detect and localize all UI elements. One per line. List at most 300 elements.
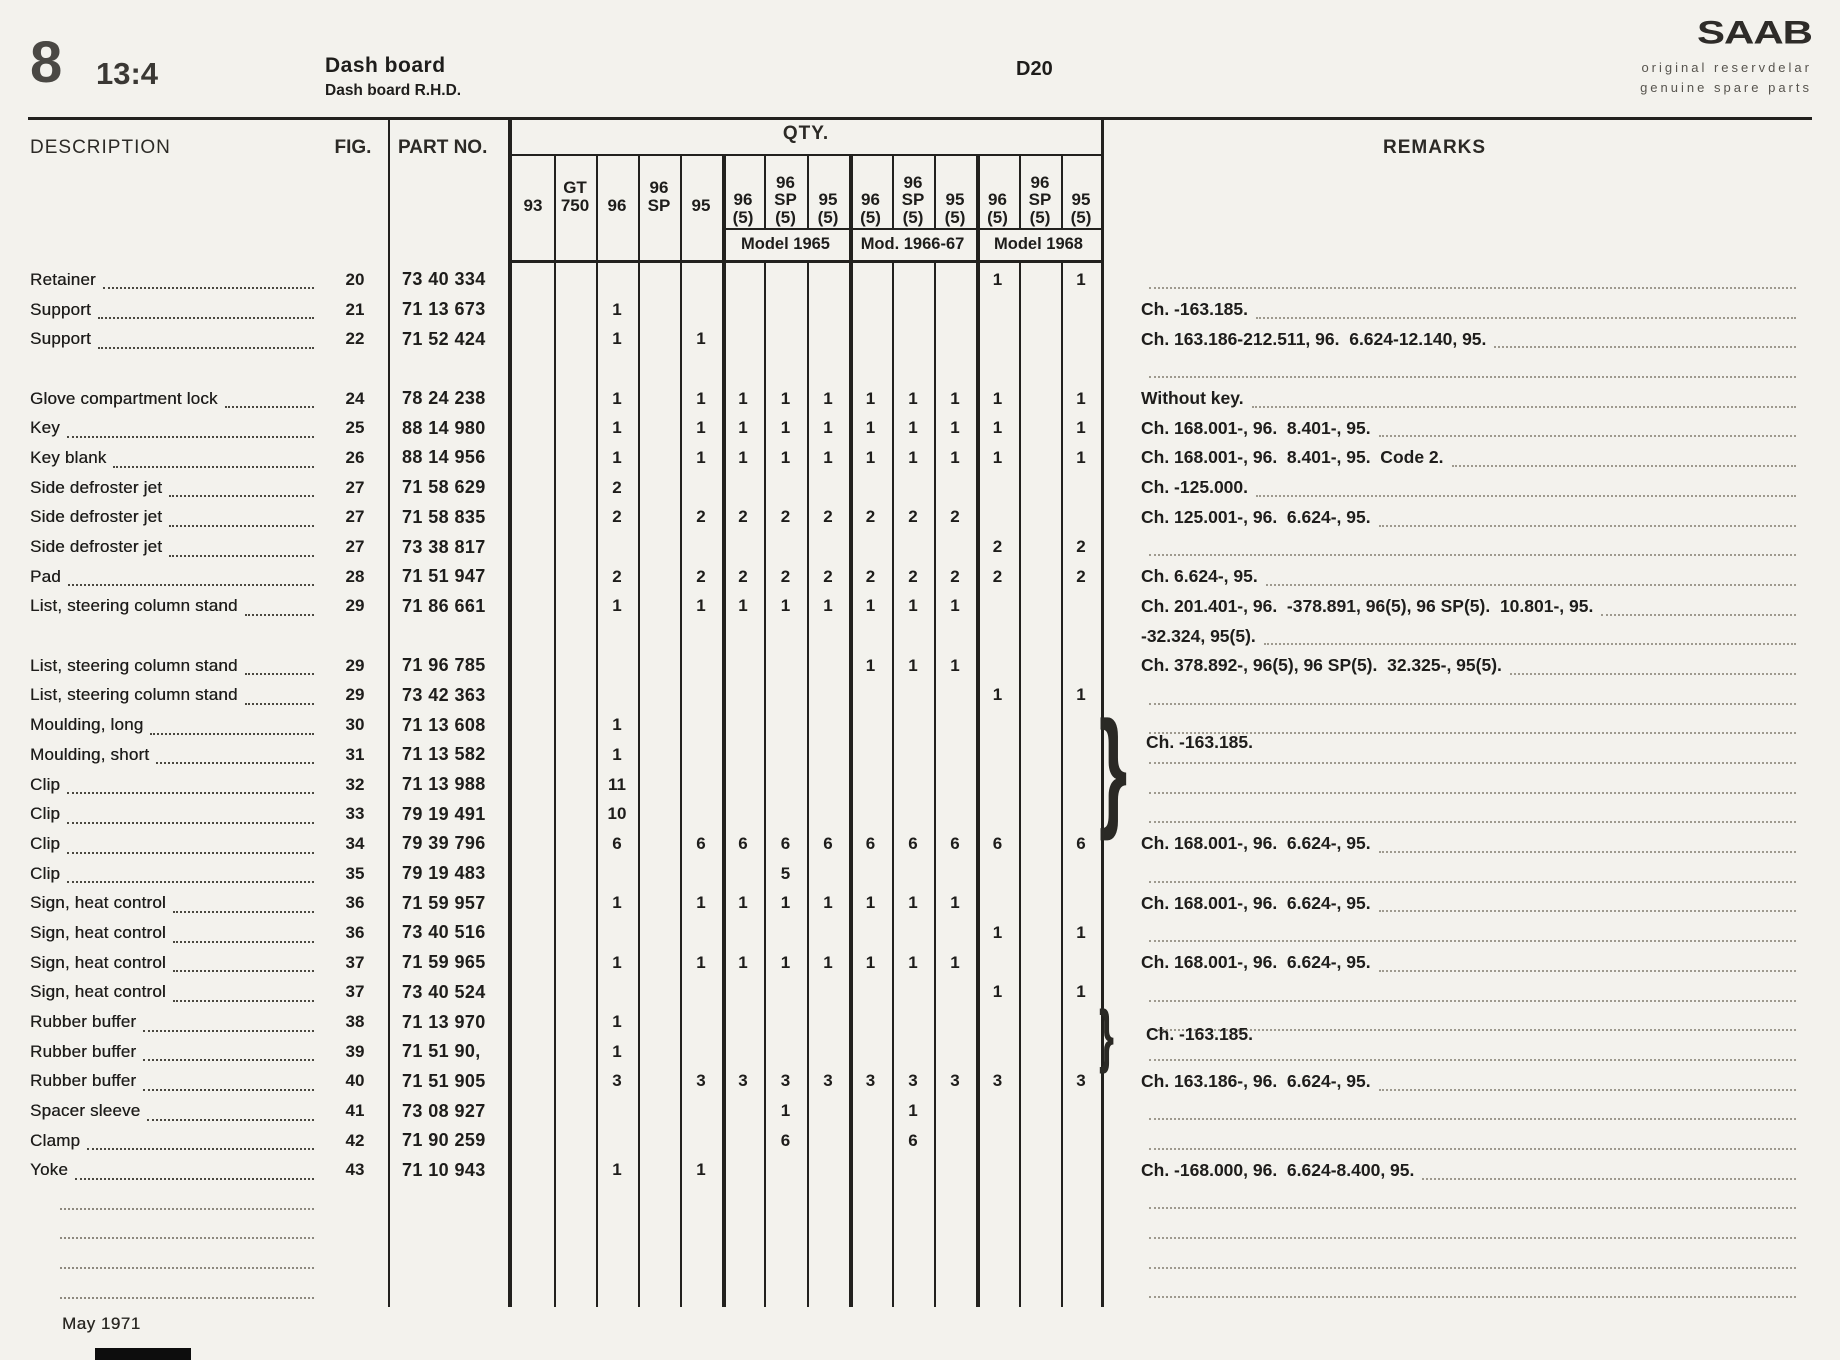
qty-cell: 1 (738, 596, 748, 616)
remarks-dotted-line (1266, 568, 1796, 586)
qty-cell: 1 (1076, 922, 1086, 942)
table-row (30, 1067, 1810, 1097)
table-vline (388, 118, 390, 1307)
part-no-cell: 71 90 259 (402, 1130, 486, 1151)
remarks-dotted-line (1494, 330, 1796, 348)
qty-cell: 1 (992, 922, 1003, 942)
dotted-leader (169, 508, 314, 527)
qty-cell: 1 (612, 952, 622, 972)
dotted-leader (173, 894, 314, 913)
qty-cell: 11 (608, 774, 626, 794)
remarks-dotted-line (1149, 360, 1796, 378)
qty-cell: 1 (908, 952, 918, 972)
fig-cell: 21 (345, 299, 365, 319)
fig-cell: 27 (345, 537, 365, 557)
part-no-cell: 71 86 661 (402, 595, 486, 616)
table-row (30, 1007, 1810, 1037)
dotted-leader (103, 270, 314, 289)
table-row (30, 740, 1810, 770)
part-no-cell: 71 13 673 (402, 299, 486, 320)
description-cell: Support (30, 324, 322, 354)
fig-cell: 43 (345, 1160, 365, 1180)
model-group-label: Model 1968 (994, 234, 1083, 253)
qty-cell: 1 (696, 952, 706, 972)
qty-cell: 1 (950, 893, 960, 913)
dotted-leader (225, 389, 314, 408)
qty-cell: 2 (780, 566, 791, 586)
part-no-cell: 73 38 817 (402, 536, 486, 557)
fig-cell: 27 (345, 507, 365, 527)
page-title: Dash board (325, 54, 446, 77)
qty-cell: 1 (823, 952, 833, 972)
qty-cell: 2 (612, 507, 622, 527)
part-no-cell: 71 13 582 (402, 744, 486, 765)
description-cell (30, 1185, 322, 1215)
table-row (30, 413, 1810, 443)
table-row (30, 1126, 1810, 1156)
part-no-cell: 71 10 943 (402, 1159, 486, 1180)
dotted-leader (68, 567, 314, 586)
remarks-dotted-line (1149, 1102, 1796, 1120)
part-no-cell: 73 40 516 (402, 922, 486, 943)
dotted-leader (60, 1280, 314, 1299)
table-vline (807, 262, 809, 1307)
table-vline (976, 156, 980, 1307)
qty-cell: 1 (908, 447, 918, 467)
qty-cell: 3 (950, 1071, 960, 1091)
remarks-dotted-line (1256, 300, 1796, 318)
qty-cell: 3 (1076, 1071, 1086, 1091)
remarks-cell: Ch. -163.185. (1105, 295, 1800, 325)
fig-cell: 26 (345, 447, 365, 467)
qty-cell: 1 (908, 893, 918, 913)
qty-cell: 1 (780, 596, 791, 616)
fig-cell: 37 (345, 952, 365, 972)
fig-cell: 29 (345, 655, 365, 675)
remarks-dotted-line (1264, 627, 1796, 645)
fig-cell: 40 (345, 1071, 365, 1091)
fig-cell: 32 (345, 774, 365, 794)
qty-cell: 1 (1076, 447, 1086, 467)
qty-cell: 1 (865, 655, 876, 675)
part-no-cell: 71 52 424 (402, 328, 486, 349)
description-cell: Side defroster jet (30, 473, 322, 503)
qty-col-header: 93 (523, 195, 543, 215)
table-vline (807, 156, 809, 228)
qty-cell: 1 (865, 596, 876, 616)
fig-cell: 34 (345, 833, 365, 853)
qty-cell: 1 (738, 952, 748, 972)
table-row (30, 1245, 1810, 1275)
logo-subline-2: genuine spare parts (1640, 80, 1812, 95)
qty-cell: 2 (612, 477, 622, 497)
qty-cell: 1 (612, 1041, 622, 1061)
description-cell: Sign, heat control (30, 948, 322, 978)
qty-cell: 2 (738, 507, 748, 527)
fig-cell: 41 (345, 1101, 365, 1121)
remarks-cell (1105, 1126, 1800, 1156)
dotted-leader (147, 1101, 314, 1120)
qty-cell: 6 (780, 833, 791, 853)
section-number: 8 (30, 30, 63, 95)
qty-cell: 1 (823, 893, 833, 913)
part-no-cell: 71 13 988 (402, 774, 486, 795)
part-no-cell: 73 08 927 (402, 1100, 486, 1121)
qty-cell: 2 (1076, 566, 1086, 586)
remarks-cell: Ch. 378.892-, 96(5), 96 SP(5). 32.325-, 95(5). (1105, 651, 1800, 681)
model-group-label: Model 1965 (741, 234, 830, 253)
description-cell: Clip (30, 829, 322, 859)
qty-cell: 1 (612, 1012, 622, 1032)
qty-cell: 1 (1076, 418, 1086, 438)
dotted-leader (87, 1131, 314, 1150)
qty-cell: 6 (865, 833, 876, 853)
qty-cell: 1 (696, 388, 706, 408)
remarks-cell (1105, 681, 1800, 711)
remark-brace-rubber-buffers-label: Ch. -163.185. (1146, 1024, 1253, 1044)
remark-brace-rubber-buffers (1099, 1004, 1114, 1066)
qty-cell: 1 (696, 893, 706, 913)
qty-cell: 1 (908, 388, 918, 408)
qty-cell: 6 (992, 833, 1003, 853)
dotted-leader (143, 1072, 314, 1091)
qty-cell: 10 (607, 804, 627, 824)
description-cell: Sign, heat control (30, 978, 322, 1008)
remarks-dotted-line (1149, 1280, 1796, 1298)
qty-cell: 6 (1076, 833, 1086, 853)
remarks-cell (1105, 265, 1800, 295)
qty-cell: 1 (696, 596, 706, 616)
description-cell: Clamp (30, 1126, 322, 1156)
qty-cell: 6 (738, 833, 748, 853)
table-row (30, 592, 1810, 622)
table-row (30, 532, 1810, 562)
remarks-dotted-line (1149, 1043, 1796, 1061)
table-row (30, 503, 1810, 533)
remarks-dotted-line (1149, 864, 1796, 882)
remarks-dotted-line (1149, 1191, 1796, 1209)
table-vline (934, 262, 936, 1307)
qty-cell: 6 (780, 1130, 791, 1150)
dotted-leader (169, 478, 314, 497)
fig-cell: 20 (345, 269, 365, 289)
table-row (30, 829, 1810, 859)
qty-cell: 2 (908, 566, 918, 586)
footer-date: May 1971 (62, 1314, 141, 1333)
remarks-cell: Ch. 168.001-, 96. 8.401-, 95. (1105, 413, 1800, 443)
qty-cell: 1 (612, 893, 622, 913)
table-row (30, 1096, 1810, 1126)
description-cell: Moulding, short (30, 740, 322, 770)
description-cell: Clip (30, 799, 322, 829)
qty-cell: 1 (950, 418, 960, 438)
table-vline (1019, 262, 1021, 1307)
qty-cell: 1 (992, 982, 1003, 1002)
table-row (30, 1215, 1810, 1245)
qty-cell: 1 (865, 447, 876, 467)
qty-cell: 1 (865, 388, 876, 408)
dotted-leader (60, 1220, 314, 1239)
part-no-cell: 88 14 956 (402, 447, 486, 468)
qty-cell: 2 (823, 507, 833, 527)
dotted-leader (98, 300, 314, 319)
remarks-cell (1105, 978, 1800, 1008)
table-row (30, 859, 1810, 889)
table-vline (892, 262, 894, 1307)
description-cell (30, 1274, 322, 1304)
fig-cell: 25 (345, 418, 365, 438)
qty-cell: 1 (823, 596, 833, 616)
qty-cell: 1 (780, 388, 791, 408)
qty-cell: 1 (908, 418, 918, 438)
qty-cell: 1 (612, 596, 622, 616)
column-header-qty: QTY. (782, 123, 830, 144)
table-row (30, 948, 1810, 978)
qty-col-header: 96 SP (5) (901, 172, 925, 227)
qty-cell: 1 (780, 952, 791, 972)
qty-col-header: 95 (5) (1070, 190, 1092, 227)
description-cell: Spacer sleeve (30, 1096, 322, 1126)
table-row (30, 888, 1810, 918)
remarks-cell (1105, 354, 1800, 384)
qty-cell: 2 (1076, 537, 1086, 557)
part-no-cell: 71 59 965 (402, 952, 486, 973)
qty-cell: 2 (865, 566, 876, 586)
remarks-cell: Ch. 6.624-, 95. (1105, 562, 1800, 592)
description-cell: Clip (30, 859, 322, 889)
remarks-cell (1105, 859, 1800, 889)
qty-col-header: 95 (5) (817, 190, 839, 227)
fig-cell: 27 (345, 477, 365, 497)
part-no-cell: 73 40 524 (402, 981, 486, 1002)
qty-cell: 1 (1076, 685, 1086, 705)
column-header-part-no: PART NO. (398, 137, 488, 158)
qty-col-header: 96 (5) (732, 190, 754, 227)
remarks-cell (1105, 1274, 1800, 1304)
qty-cell: 1 (738, 893, 748, 913)
part-no-cell: 71 51 90, (402, 1041, 481, 1062)
description-cell: Key (30, 413, 322, 443)
section-code: 13:4 (96, 56, 159, 91)
description-cell: Moulding, long (30, 710, 322, 740)
fig-cell: 39 (345, 1041, 365, 1061)
description-cell: Glove compartment lock (30, 384, 322, 414)
table-body (30, 265, 1810, 1304)
description-cell: List, steering column stand (30, 592, 322, 622)
table-vline (680, 156, 682, 1307)
part-no-cell: 78 24 238 (402, 388, 486, 409)
table-vline (764, 156, 766, 228)
qty-col-header: 96 (607, 195, 627, 215)
dotted-leader (245, 656, 314, 675)
model-group-label: Mod. 1966-67 (860, 234, 965, 253)
qty-cell: 3 (738, 1071, 748, 1091)
qty-cell: 1 (612, 388, 622, 408)
qty-cell: 1 (950, 952, 960, 972)
dotted-leader (60, 1191, 314, 1210)
table-hline (508, 154, 1104, 156)
remarks-cell (1105, 918, 1800, 948)
table-vline (1061, 156, 1063, 228)
remarks-dotted-line (1379, 835, 1796, 853)
qty-cell: 1 (696, 1160, 706, 1180)
remarks-dotted-line (1149, 983, 1796, 1001)
doc-code: D20 (1016, 58, 1053, 80)
fig-cell: 38 (345, 1012, 365, 1032)
fig-cell: 35 (345, 863, 365, 883)
qty-cell: 1 (908, 1101, 918, 1121)
remark-brace-mouldings-label: Ch. -163.185. (1146, 732, 1253, 752)
qty-cell: 1 (696, 418, 706, 438)
remarks-cell: Ch. 163.186-212.511, 96. 6.624-12.140, 95. (1105, 324, 1800, 354)
remarks-dotted-line (1149, 1221, 1796, 1239)
remarks-cell (1105, 770, 1800, 800)
remarks-cell (1105, 532, 1800, 562)
qty-cell: 3 (908, 1071, 918, 1091)
qty-cell: 1 (696, 329, 706, 349)
dotted-leader (75, 1161, 314, 1180)
dotted-leader (67, 834, 314, 853)
description-cell (30, 1215, 322, 1245)
qty-cell: 1 (992, 269, 1003, 289)
fig-cell: 30 (345, 715, 365, 735)
remarks-cell: Ch. -168.000, 96. 6.624-8.400, 95. (1105, 1156, 1800, 1186)
qty-cell: 6 (696, 833, 706, 853)
qty-cell: 1 (908, 655, 918, 675)
remarks-dotted-line (1149, 686, 1796, 704)
fig-cell: 33 (345, 804, 365, 824)
remarks-dotted-line (1149, 924, 1796, 942)
qty-cell: 1 (612, 329, 622, 349)
qty-cell: 1 (950, 388, 960, 408)
qty-cell: 3 (992, 1071, 1003, 1091)
qty-cell: 1 (992, 447, 1003, 467)
part-no-cell: 79 19 491 (402, 803, 486, 824)
qty-cell: 1 (612, 299, 622, 319)
remark-brace-mouldings (1099, 706, 1127, 830)
table-vline (1061, 262, 1063, 1307)
dotted-leader (173, 953, 314, 972)
qty-cell: 1 (780, 893, 791, 913)
dotted-leader (60, 1250, 314, 1269)
remarks-dotted-line (1149, 271, 1796, 289)
qty-cell: 1 (612, 447, 622, 467)
fig-cell: 36 (345, 922, 365, 942)
qty-cell: 2 (908, 507, 918, 527)
remarks-dotted-line (1252, 389, 1796, 407)
description-cell: Rubber buffer (30, 1007, 322, 1037)
qty-cell: 6 (612, 833, 622, 853)
remarks-cell: Ch. 168.001-, 96. 6.624-, 95. (1105, 888, 1800, 918)
qty-cell: 5 (780, 863, 791, 883)
qty-cell: 6 (950, 833, 960, 853)
description-cell: Clip (30, 770, 322, 800)
fig-cell: 28 (345, 566, 365, 586)
dotted-leader (67, 864, 314, 883)
part-no-cell: 79 19 483 (402, 863, 486, 884)
description-cell: Retainer (30, 265, 322, 295)
scan-bottom-bar (95, 1348, 191, 1360)
table-row (30, 473, 1810, 503)
page-subtitle: Dash board R.H.D. (325, 82, 462, 99)
description-cell: Key blank (30, 443, 322, 473)
qty-cell: 1 (1076, 269, 1086, 289)
qty-cell: 2 (950, 507, 960, 527)
dotted-leader (156, 745, 314, 764)
qty-cell: 1 (738, 388, 748, 408)
fig-cell: 29 (345, 685, 365, 705)
qty-cell: 2 (950, 566, 960, 586)
qty-cell: 1 (738, 418, 748, 438)
fig-cell: 31 (345, 744, 365, 764)
table-vline (892, 156, 894, 228)
table-row (30, 651, 1810, 681)
remarks-dotted-line (1379, 953, 1796, 971)
qty-cell: 1 (992, 388, 1003, 408)
qty-cell: 1 (1076, 982, 1086, 1002)
table-vline (849, 156, 853, 1307)
table-vline (638, 156, 640, 1307)
remarks-cell: Without key. (1105, 384, 1800, 414)
qty-cell: 2 (696, 507, 706, 527)
qty-col-header: GT 750 (560, 178, 590, 215)
table-row (30, 384, 1810, 414)
description-cell: Side defroster jet (30, 532, 322, 562)
description-cell: List, steering column stand (30, 681, 322, 711)
qty-cell: 3 (865, 1071, 876, 1091)
table-row (30, 681, 1810, 711)
dotted-leader (169, 537, 314, 556)
qty-cell: 2 (780, 507, 791, 527)
table-vline (1019, 156, 1021, 228)
remarks-cell: -32.324, 95(5). (1105, 621, 1800, 651)
table-row (30, 918, 1810, 948)
part-no-cell: 88 14 980 (402, 417, 486, 438)
qty-cell: 1 (612, 744, 622, 764)
qty-cell: 2 (738, 566, 748, 586)
remarks-dotted-line (1149, 775, 1796, 793)
table-row (30, 562, 1810, 592)
remarks-cell (1105, 1245, 1800, 1275)
remarks-dotted-line (1510, 657, 1796, 675)
qty-cell: 1 (950, 447, 960, 467)
remarks-dotted-line (1149, 538, 1796, 556)
dotted-leader (245, 686, 314, 705)
part-no-cell: 71 58 629 (402, 477, 486, 498)
qty-cell: 2 (992, 537, 1003, 557)
qty-cell: 6 (823, 833, 833, 853)
qty-cell: 1 (696, 447, 706, 467)
description-cell (30, 1245, 322, 1275)
qty-cell: 1 (865, 952, 876, 972)
qty-cell: 3 (696, 1071, 706, 1091)
remarks-dotted-line (1256, 478, 1796, 496)
part-no-cell: 79 39 796 (402, 833, 486, 854)
qty-cell: 1 (823, 388, 833, 408)
remarks-cell: Ch. 168.001-, 96. 8.401-, 95. Code 2. (1105, 443, 1800, 473)
qty-cell: 3 (612, 1071, 622, 1091)
part-no-cell: 71 51 947 (402, 566, 486, 587)
logo-subline-1: original reservdelar (1641, 60, 1812, 75)
part-no-cell: 73 40 334 (402, 269, 486, 290)
table-row (30, 1185, 1810, 1215)
column-header-fig: FIG. (334, 137, 372, 158)
remarks-cell (1105, 799, 1800, 829)
dotted-leader (245, 597, 314, 616)
qty-cell: 6 (908, 833, 918, 853)
fig-cell: 29 (345, 596, 365, 616)
description-cell: Sign, heat control (30, 918, 322, 948)
